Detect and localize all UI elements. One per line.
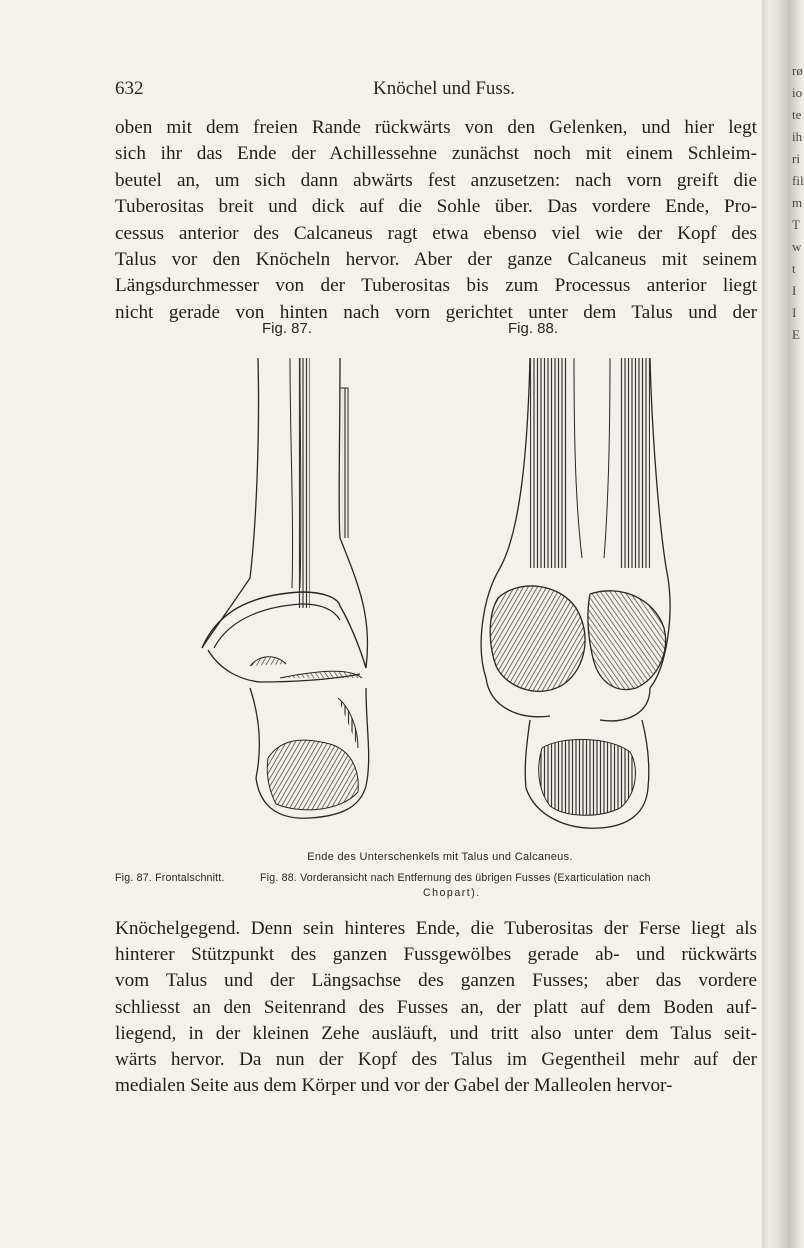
page-header [115,78,755,102]
text-line: sich ihr das Ende der Achillessehne zunächst noch mit einem Schleim- [115,143,757,165]
text-line: oben mit dem freien Rande rückwärts von den Gelenken, und hier legt [115,117,757,138]
text-line: Tuberositas breit und dick auf die Sohle über. Das vordere Ende, Pro- [115,196,757,218]
text-line: beutel an, um sich dann abwärts fest anzusetzen: nach vorn greift die [115,169,757,191]
text-line: Längsdurchmesser von der Tuberositas bis zum Processus anterior liegt [115,275,757,297]
fig88-caption: Fig. 88. Vorderansicht nach Entfernung des übrigen Fusses (Exarticulation nach [260,872,651,884]
fig87-label: Fig. 87. [262,320,313,337]
paragraph-bottom [115,916,757,1099]
fig87-drawing [202,358,369,818]
running-title: Knöchel und Fuss. [373,78,515,99]
page-number: 632 [115,78,144,99]
fig88-drawing [481,358,670,828]
text-line: hinterer Stützpunkt des ganzen Fussgewölbes gerade ab- und rückwärts [115,944,757,966]
fig88-label: Fig. 88. [508,320,559,337]
text-line: schliesst an den Seitenrand des Fusses an, der platt auf dem Boden auf- [115,996,757,1018]
figure-caption: Ende des Unterschenkels mit Talus und Calcaneus. [307,851,573,863]
fig88-caption-cont: Chopart). [423,887,481,899]
text-line: liegend, in der kleinen Zehe ausläuft, und tritt also unter dem Talus seit- [115,1022,757,1044]
text-line: vom Talus und der Längsachse des ganzen Fusses; aber das vordere [115,970,757,992]
text-line: cessus anterior des Calcaneus ragt etwa ebenso viel wie der Kopf des [115,222,757,244]
text-line: Knöchelgegend. Denn sein hinteres Ende, die Tuberositas der Ferse liegt als [115,918,757,939]
text-line: Talus vor den Knöcheln hervor. Aber der ganze Calcaneus mit seinem [115,249,757,271]
fig87-caption: Fig. 87. Frontalschnitt. [115,872,225,884]
text-line: nicht gerade von hinten nach vorn gerichtet unter dem Talus und der [115,301,757,323]
anatomy-figures [190,348,670,848]
text-line: medialen Seite aus dem Körper und vor der Gabel der Malleolen hervor- [115,1075,673,1097]
paragraph-top [115,115,757,326]
text-line: wärts hervor. Da nun der Kopf des Talus im Gegentheil mehr auf der [115,1049,757,1071]
facing-page-text-fragment: rø io te ih ri fil m T w t I I E [792,63,804,342]
